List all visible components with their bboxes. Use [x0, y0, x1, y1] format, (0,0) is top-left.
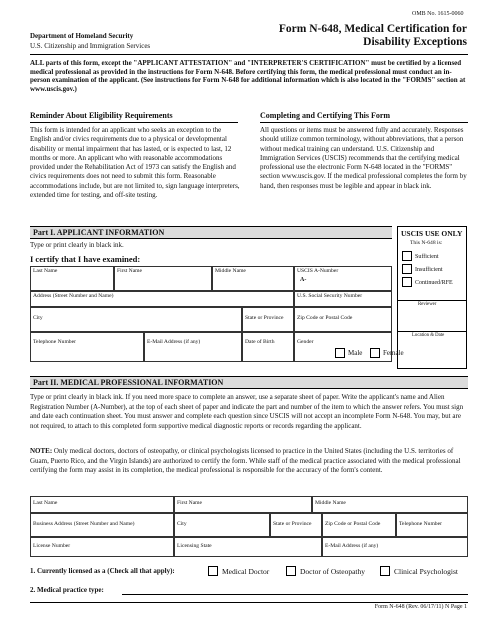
- completing-heading: Completing and Certifying This Form: [260, 111, 391, 120]
- q2-label: 2. Medical practice type:: [30, 586, 104, 594]
- osteopathy-checkbox[interactable]: [286, 566, 296, 576]
- md-first-name-label: First Name: [177, 500, 203, 506]
- q1-label: 1. Currently licensed as a (Check all that apply):: [30, 567, 175, 575]
- applicant-phone-field[interactable]: [30, 332, 144, 362]
- applicant-address-field[interactable]: [30, 291, 294, 307]
- md-licensing-state-label: Licensing State: [177, 543, 212, 549]
- osteopathy-label: Doctor of Osteopathy: [300, 567, 365, 576]
- applicant-email-field[interactable]: [144, 332, 242, 362]
- notice-text: ALL parts of this form, except the "APPLICANT ATTESTATION" and "INTERPRETER'S CERTIFICATION" must be certified by a licensed medical professional as provided in the instructions for Form N-648. Before certifying this form, the medical professional must conduct an in-person examination of the applicant. (See instructions for Form N-648 for additional information which is also located in the "FORMS" section at www.uscis.gov.): [30, 59, 466, 93]
- md-phone-label: Telephone Number: [399, 521, 442, 527]
- male-label: Male: [348, 349, 363, 357]
- applicant-state-field[interactable]: [242, 307, 294, 332]
- practice-type-input[interactable]: [122, 594, 468, 595]
- applicant-zip-label: Zip Code or Postal Code: [297, 315, 353, 321]
- part1-title: Part I. APPLICANT INFORMATION: [33, 228, 165, 237]
- md-city-label: City: [177, 521, 187, 527]
- md-zip-label: Zip Code or Postal Code: [325, 521, 381, 527]
- applicant-ssn-field[interactable]: [294, 291, 392, 307]
- md-city-field[interactable]: [174, 513, 270, 537]
- md-license-number-field[interactable]: [30, 537, 174, 557]
- completing-body: All questions or items must be answered fully and accurately. Responses should utilize common terminology, without abbreviations, that a person without medical training can understand. U.S. Citizenship and Immigration Services (USCIS) recommends that the certifying medical professional use the electronic Form N-648 located in the "FORMS" section www.uscis.gov. If the medical professional completes the form by hand, then responses must be legible and appear in black ink.: [260, 126, 467, 190]
- completing-rule: [260, 122, 468, 123]
- applicant-first-name-label: First Name: [117, 268, 143, 274]
- applicant-address-label: Address (Street Number and Name): [33, 293, 114, 299]
- uscis-use-only-box: [397, 226, 467, 369]
- agency-name: U.S. Citizenship and Immigration Services: [30, 42, 151, 50]
- medical-doctor-label: Medical Doctor: [222, 567, 270, 576]
- continued-rfe-checkbox[interactable]: [402, 277, 412, 287]
- form-title-line1: Form N-648, Medical Certification for: [278, 23, 467, 35]
- md-email-label: E-Mail Address (if any): [325, 543, 379, 549]
- applicant-last-name-field[interactable]: [30, 266, 114, 291]
- eligibility-heading: Reminder About Eligibility Requirements: [30, 111, 173, 120]
- applicant-city-field[interactable]: [30, 307, 242, 332]
- part2-note: [30, 447, 470, 476]
- medical-doctor-checkbox[interactable]: [208, 566, 218, 576]
- applicant-phone-label: Telephone Number: [33, 339, 76, 345]
- footer-text: Form N-648 (Rev. 06/17/11) N Page 1: [374, 604, 467, 610]
- md-state-label: State or Province: [273, 521, 312, 527]
- a-number-label: USCIS A-Number: [297, 268, 339, 274]
- psychologist-checkbox[interactable]: [380, 566, 390, 576]
- location-date-label: Location & Date: [412, 333, 445, 338]
- location-date-rule: [398, 331, 466, 332]
- eligibility-rule: [30, 122, 238, 123]
- applicant-a-number-field[interactable]: [294, 266, 392, 291]
- note-body: Only medical doctors, doctors of osteopathy, or clinical psychologists licensed to practice in the United States (including the U.S. territories of Guam, Puerto Rico, and the Virgin Islands) are authorized to certify the form. While staff of the medical practice associated with the medical professional certifying the form may assist in its completion, the medical professional is responsible for the accuracy of the form's content.: [30, 447, 461, 475]
- md-zip-field[interactable]: [322, 513, 396, 537]
- footer-rule: [30, 602, 468, 603]
- md-first-name-field[interactable]: [174, 496, 312, 513]
- uscis-subtitle: This N-648 is:: [410, 240, 443, 246]
- continued-rfe-label: Continued/RFE: [415, 280, 453, 286]
- md-licensing-state-field[interactable]: [174, 537, 322, 557]
- md-phone-field[interactable]: [396, 513, 468, 537]
- applicant-zip-field[interactable]: [294, 307, 392, 332]
- insufficient-label: Insufficient: [415, 267, 443, 273]
- applicant-middle-name-field[interactable]: [212, 266, 294, 291]
- applicant-email-label: E-Mail Address (if any): [147, 339, 201, 345]
- applicant-state-label: State or Province: [245, 315, 284, 321]
- uscis-use-only-title: USCIS USE ONLY: [401, 229, 463, 238]
- sufficient-label: Sufficient: [415, 254, 439, 260]
- form-title: [279, 23, 467, 49]
- md-middle-name-label: Middle Name: [315, 500, 346, 506]
- md-last-name-field[interactable]: [30, 496, 174, 513]
- female-label: Female: [383, 349, 404, 357]
- applicant-city-label: City: [33, 315, 43, 321]
- part2-bar: [30, 376, 468, 389]
- certify-statement: I certify that I have examined:: [30, 254, 141, 264]
- part2-instructions: Type or print clearly in black ink. If you need more space to complete an answer, use a separate sheet of paper. Write the applicant's name and Alien Registration Number (A-Number), at the top of each sheet of paper and indicate the part and number of the item to which the answer refers. You must sign and date each continuation sheet. You must answer and complete each question since USCIS will not accept an incomplete Form N-648. You may, but are not required, to attach to this completed form supportive medical diagnostic reports or records regarding the applicant.: [30, 393, 464, 430]
- applicant-dob-field[interactable]: [242, 332, 294, 362]
- md-business-address-label: Business Address (Street Number and Name): [33, 521, 135, 527]
- part1-instruction: Type or print clearly in black ink.: [30, 241, 124, 249]
- sufficient-checkbox[interactable]: [402, 251, 412, 261]
- insufficient-checkbox[interactable]: [402, 264, 412, 274]
- department-name: Department of Homeland Security: [30, 32, 134, 40]
- md-state-field[interactable]: [270, 513, 322, 537]
- md-business-address-field[interactable]: [30, 513, 174, 537]
- md-email-field[interactable]: [322, 537, 468, 557]
- md-license-number-label: License Number: [33, 543, 71, 549]
- ssn-label: U.S. Social Security Number: [297, 293, 363, 299]
- md-last-name-label: Last Name: [33, 500, 58, 506]
- applicant-first-name-field[interactable]: [114, 266, 212, 291]
- applicant-dob-label: Date of Birth: [245, 339, 275, 345]
- form-title-line2: Disability Exceptions: [363, 36, 467, 48]
- female-checkbox[interactable]: [370, 348, 380, 358]
- male-checkbox[interactable]: [335, 348, 345, 358]
- header-rule: [30, 54, 468, 55]
- applicant-middle-name-label: Middle Name: [215, 268, 246, 274]
- eligibility-body: This form is intended for an applicant who seeks an exception to the English and/or civics requirements due to a physical or developmental disability or mental impairment that has lasted, or is expected to last, 12 months or more. An applicant who with reasonable accommodations provided under the Rehabilitation Act of 1973 can satisfy the English and civics requirements does not need to submit this form. Reasonable accommodations include, but are not limited to, sign language interpreters, extended time for testing, and off-site testing.: [30, 126, 240, 200]
- reviewer-rule: [398, 300, 466, 301]
- md-middle-name-field[interactable]: [312, 496, 468, 513]
- gender-label: Gender: [297, 339, 314, 345]
- psychologist-label: Clinical Psychologist: [394, 567, 458, 576]
- applicant-gender-field: [294, 332, 404, 362]
- part1-bar: [30, 226, 392, 239]
- omb-number: OMB No. 1615-0060: [412, 11, 464, 17]
- part2-title: Part II. MEDICAL PROFESSIONAL INFORMATION: [33, 378, 224, 387]
- a-number-prefix: A-: [300, 277, 307, 283]
- note-label: NOTE:: [30, 447, 53, 455]
- reviewer-label: Reviewer: [418, 302, 437, 307]
- applicant-last-name-label: Last Name: [33, 268, 58, 274]
